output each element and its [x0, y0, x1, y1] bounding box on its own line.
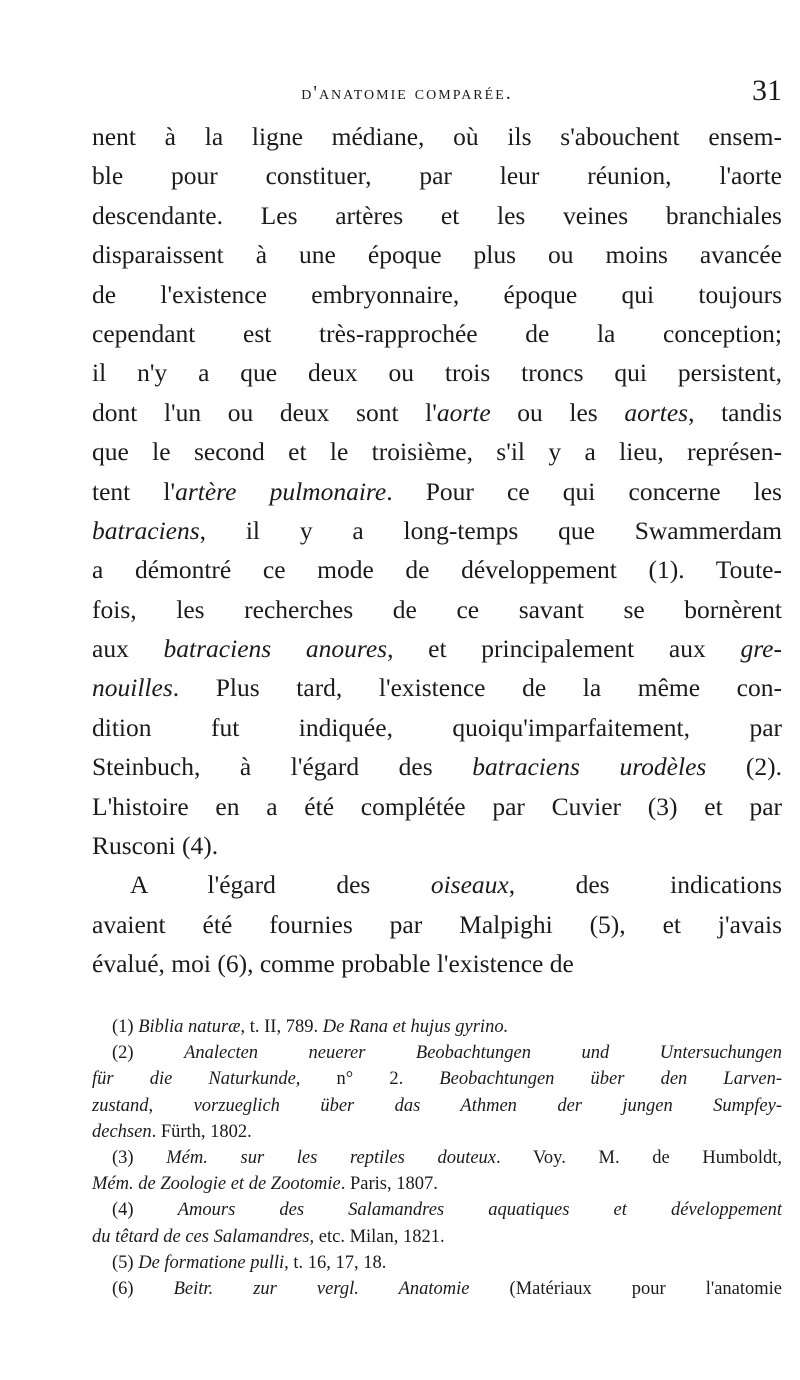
- italic-run: vorzueglich über das Athmen der jungen Sumpfey-: [193, 1095, 783, 1116]
- text-run: (2): [112, 1043, 185, 1064]
- text-run: , etc. Milan, 1821.: [309, 1226, 445, 1247]
- text-line: [92, 787, 782, 826]
- text-run: a démontré ce mode de développement (1). Toute-: [92, 555, 782, 585]
- italic-run: für die Naturkunde: [92, 1069, 296, 1090]
- italic-run: De formatione pulli: [138, 1252, 285, 1273]
- italic-run: batraciens anoures: [163, 634, 388, 664]
- italic-run: du têtard de ces Salamandres: [92, 1226, 310, 1247]
- text-run: (6): [112, 1278, 174, 1299]
- text-run: , t. II, 789.: [240, 1017, 323, 1037]
- text-line: [92, 353, 782, 392]
- footnote-line: [92, 1145, 782, 1171]
- text-run: avaient été fournies par Malpighi (5), et j'avais: [92, 909, 782, 939]
- text-run: dont l'un ou deux sont l': [92, 397, 437, 427]
- italic-run: zustand: [92, 1095, 149, 1116]
- text-run: . Paris, 1807.: [340, 1174, 438, 1195]
- text-run: il n'y a que deux ou trois troncs qui persistent,: [92, 358, 782, 388]
- footnote-line: [92, 1250, 782, 1276]
- italic-run: Mém. sur les reptiles douteux: [166, 1147, 497, 1168]
- italic-run: Biblia naturæ: [138, 1017, 241, 1037]
- italic-run: batraciens urodèles: [472, 752, 707, 782]
- italic-run: oiseaux: [430, 870, 509, 900]
- italic-run: artère pulmonaire: [175, 476, 387, 506]
- italic-run: gre-: [740, 634, 782, 664]
- footnote-line: [92, 1171, 782, 1197]
- text-run: disparaissent à une époque plus ou moins avancée: [92, 240, 782, 270]
- text-run: (4): [112, 1200, 178, 1221]
- main-text: [92, 117, 782, 984]
- text-run: . Voy. M. de Humboldt,: [496, 1147, 782, 1168]
- text-run: (3): [112, 1147, 167, 1168]
- italic-run: aorte: [436, 397, 491, 427]
- text-line: [92, 629, 782, 668]
- text-run: , et principalement aux: [387, 634, 741, 664]
- text-line: [92, 314, 782, 353]
- text-line: [92, 393, 782, 432]
- text-run: , tandis: [688, 397, 782, 427]
- italic-run: nouilles: [92, 673, 173, 703]
- text-run: (1): [112, 1017, 139, 1037]
- text-line: [92, 196, 782, 235]
- text-line: [92, 235, 782, 274]
- text-run: . Fürth, 1802.: [151, 1121, 252, 1142]
- text-line: [92, 826, 782, 865]
- page-header: [92, 74, 782, 114]
- text-run: , il y a long-temps que Swammerdam: [199, 515, 782, 545]
- text-run: A l'égard des: [130, 870, 431, 900]
- text-run: Steinbuch, à l'égard des: [92, 752, 473, 782]
- text-run: que le second et le troisième, s'il y a lieu, représen-: [92, 437, 782, 467]
- text-line: [92, 156, 782, 195]
- text-run: L'histoire en a été complétée par Cuvier (3) et par: [92, 791, 782, 821]
- text-run: (2).: [706, 752, 782, 782]
- text-run: dition fut indiquée, quoiqu'imparfaitement, par: [92, 712, 782, 742]
- text-run: nent à la ligne médiane, où ils s'abouchent ensem-: [92, 122, 782, 151]
- text-line: [92, 472, 782, 511]
- footnote-line: [92, 1040, 782, 1066]
- text-line: [92, 275, 782, 314]
- page-number: 31: [752, 74, 782, 107]
- text-line: [92, 668, 782, 707]
- italic-run: Mém. de Zoologie et de Zootomie: [92, 1174, 341, 1195]
- italic-run: dechsen: [92, 1121, 152, 1142]
- text-run: cependant est très-rapprochée de la conception;: [92, 318, 782, 348]
- italic-run: Beobachtungen über den Larven-: [439, 1069, 782, 1090]
- text-run: , t. 16, 17, 18.: [284, 1252, 387, 1273]
- text-run: (Matériaux pour l'anatomie: [469, 1278, 783, 1299]
- text-line: [92, 550, 782, 589]
- text-run: ou les: [490, 397, 625, 427]
- footnote-line: [92, 1224, 782, 1250]
- text-run: descendante. Les artères et les veines branchiales: [92, 200, 782, 230]
- running-head: d'anatomie comparée.: [301, 82, 513, 104]
- footnote-line: [92, 1276, 782, 1302]
- text-run: aux: [92, 634, 164, 664]
- italic-run: Analecten neuerer Beobachtungen und Untersuchungen: [184, 1043, 782, 1064]
- text-line: [92, 865, 782, 904]
- italic-run: Beitr. zur vergl. Anatomie: [173, 1278, 470, 1299]
- text-run: de l'existence embryonnaire, époque qui toujours: [92, 279, 782, 309]
- italic-run: batraciens: [92, 515, 200, 545]
- text-run: fois, les recherches de ce savant se bornèrent: [92, 594, 782, 624]
- text-line: [92, 747, 782, 786]
- text-run: . Plus tard, l'existence de la même con-: [172, 673, 782, 703]
- footnotes: [92, 1014, 782, 1302]
- italic-run: aortes: [624, 397, 689, 427]
- text-line: [92, 432, 782, 471]
- text-line: [92, 944, 782, 983]
- text-run: ble pour constituer, par leur réunion, l'aorte: [92, 161, 782, 191]
- text-run: . Pour ce qui concerne les: [386, 476, 782, 506]
- text-run: , des indications: [508, 870, 783, 900]
- footnote-line: [92, 1066, 782, 1092]
- footnote-line: [92, 1093, 782, 1119]
- footnote-line: [92, 1014, 782, 1040]
- text-run: (5): [112, 1252, 139, 1273]
- footnote-line: [92, 1119, 782, 1145]
- text-line: [92, 117, 782, 156]
- text-line: [92, 708, 782, 747]
- text-line: [92, 590, 782, 629]
- text-run: tent l': [92, 476, 176, 506]
- text-run: Rusconi (4).: [92, 831, 219, 861]
- text-run: , n° 2.: [295, 1069, 440, 1090]
- italic-run: Amours des Salamandres aquatiques et développement: [177, 1200, 782, 1221]
- text-line: [92, 905, 782, 944]
- footnote-line: [92, 1197, 782, 1223]
- text-run: ,: [148, 1095, 194, 1116]
- text-line: [92, 511, 782, 550]
- text-run: évalué, moi (6), comme probable l'existence de: [92, 949, 574, 979]
- italic-run: De Rana et hujus gyrino.: [322, 1017, 509, 1037]
